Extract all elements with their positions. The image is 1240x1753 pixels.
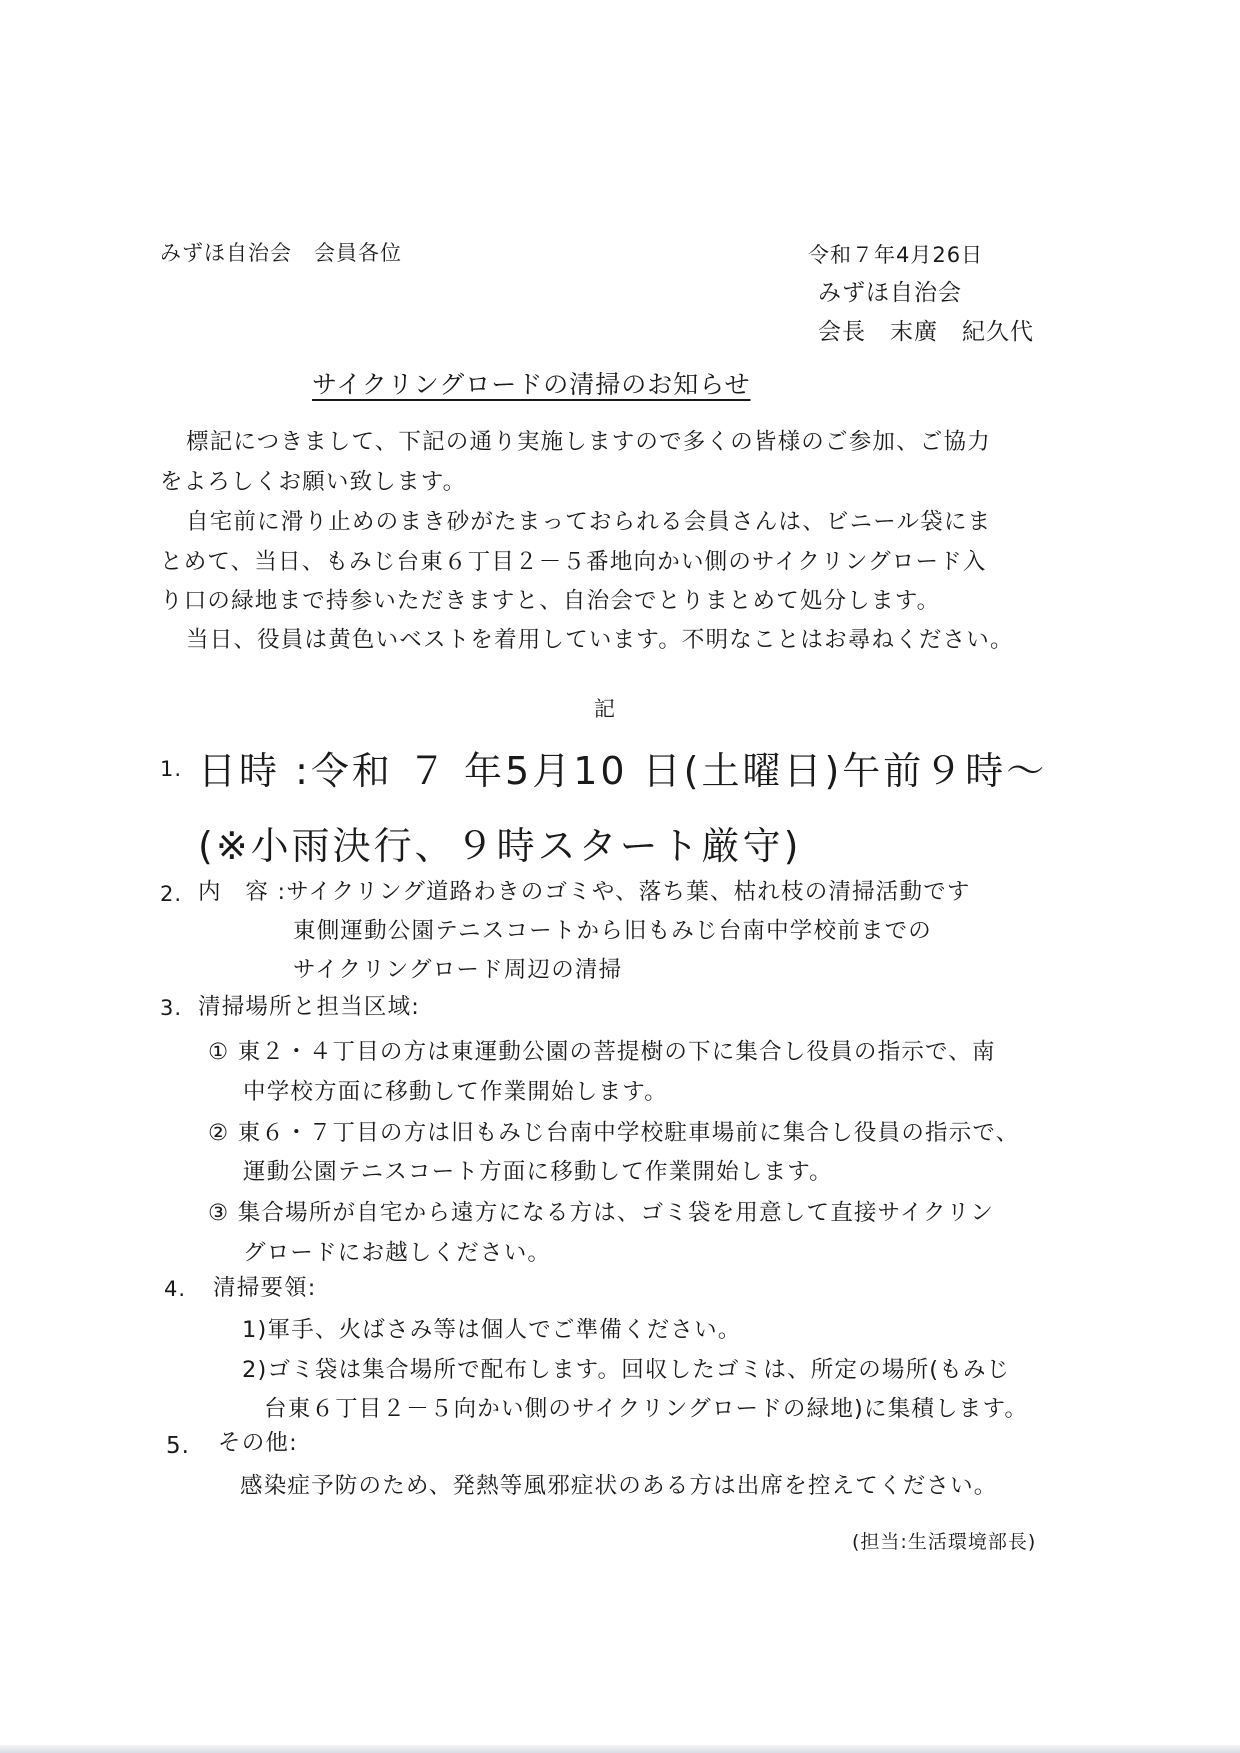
sender-org: みずほ自治会 — [818, 280, 962, 306]
intro-line: 自宅前に滑り止めのまき砂がたまっておられる会員さんは、ビニール袋にま — [186, 509, 992, 535]
document-title: サイクリングロードの清掃のお知らせ — [312, 370, 751, 399]
intro-line: り口の緑地まで持参いただきますと、自治会でとりまとめて処分します。 — [160, 588, 941, 614]
item-number: 1. — [160, 757, 183, 781]
item-heading: その他: — [218, 1430, 298, 1456]
item-subline: 台東６丁目２－５向かい側のサイクリングロードの緑地)に集積します。 — [264, 1396, 1029, 1422]
item-number: 4. — [164, 1277, 187, 1301]
addressee: みずほ自治会 会員各位 — [160, 241, 402, 265]
intro-line: 当日、役員は黄色いベストを着用しています。不明なことはお尋ねください。 — [186, 627, 1014, 653]
item-number: 3. — [160, 996, 183, 1020]
item-number: 5. — [166, 1433, 190, 1459]
item-datetime-note: (※小雨決行、９時スタート厳守) — [198, 824, 802, 868]
item-content: 内 容 :サイクリング道路わきのゴミや、落ち葉、枯れ枝の清掃活動です — [198, 879, 971, 905]
intro-line: とめて、当日、もみじ台東６丁目２－５番地向かい側のサイクリングロード入 — [160, 549, 987, 575]
item-subline: 2)ゴミ袋は集合場所で配布します。回収したゴミは、所定の場所(もみじ — [242, 1357, 1011, 1383]
scan-edge — [0, 1745, 1240, 1753]
item-number: 2. — [160, 882, 183, 906]
contact-person: (担当:生活環境部長) — [852, 1531, 1037, 1553]
intro-line: 標記につきまして、下記の通り実施しますので多くの皆様のご参加、ご協力 — [186, 429, 991, 455]
intro-line: をよろしくお願い致します。 — [160, 469, 467, 495]
item-content-line: 東側運動公園テニスコートから旧もみじ台南中学校前までの — [293, 918, 933, 944]
item-subline: グロードにお越しください。 — [243, 1240, 552, 1266]
item-subline: 感染症予防のため、発熱等風邪症状のある方は出席を控えてください。 — [240, 1473, 998, 1499]
item-subline: ② 東６・７丁目の方は旧もみじ台南中学校駐車場前に集合し役員の指示で、 — [208, 1120, 1020, 1146]
ki-marker: 記 — [594, 697, 616, 721]
item-subline: ③ 集合場所が自宅から遠方になる方は、ゴミ袋を用意して直接サイクリン — [208, 1200, 995, 1226]
item-subline: ① 東２・４丁目の方は東運動公園の菩提樹の下に集合し役員の指示で、南 — [208, 1039, 996, 1065]
item-subline: 中学校方面に移動して作業開始します。 — [243, 1079, 668, 1105]
issue-date: 令和７年4月26日 — [808, 243, 984, 267]
item-subline: 運動公園テニスコート方面に移動して作業開始します。 — [243, 1159, 833, 1185]
item-content-line: サイクリングロード周辺の清掃 — [293, 957, 623, 983]
item-subline: 1)軍手、火ばさみ等は個人でご準備ください。 — [242, 1317, 742, 1343]
item-datetime: 日時 :令和 ７ 年5月10 日(土曜日)午前９時～ — [198, 749, 1048, 793]
item-heading: 清掃要領: — [213, 1275, 317, 1301]
sender-name: 会長 末廣 紀久代 — [818, 319, 1034, 345]
item-heading: 清掃場所と担当区域: — [198, 994, 421, 1020]
